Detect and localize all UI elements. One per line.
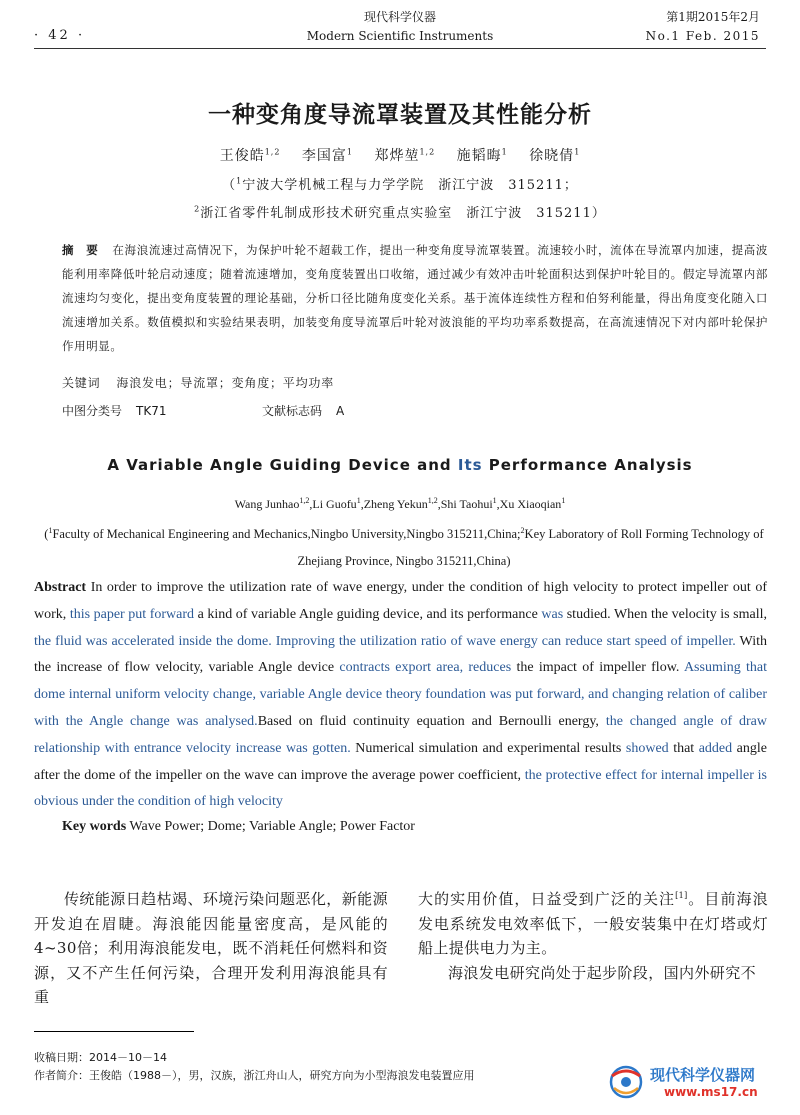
paper-title-cn: 一种变角度导流罩装置及其性能分析: [208, 101, 592, 128]
abstract-en-segment: a kind of variable Angle guiding device, and its performance: [194, 606, 542, 622]
author-cn: 王俊皓$^{1,2}$: [219, 147, 281, 164]
classification-row: [62, 402, 762, 419]
abstract-cn-text: 在海浪流速过高情况下，为保护叶轮不超载工作，提出一种变角度导流罩装置。流速较小时，流体在导流罩内加速，提高波能利用率降低叶轮启动速度；随着流速增加，变角度装置出口收缩，通过减少有效冲击叶轮面积达到保护叶轮目的。假定导流罩内部流速均匀变化，提出变角度装置的理论基础，分析口径比随角度变化关系。基于流体连续性方程和伯努利能量，得出角度变化随入口流速增加关系。数值模拟和实验结果表明，加装变角度导流罩后叶轮对波浪能的平均功率系数提高，在高流速情况下对内部叶轮保护作用明显。: [62, 243, 768, 353]
abstract-en-highlight: this paper put forward: [69, 606, 195, 622]
author-cn: 徐晓倩$^1$: [529, 147, 581, 164]
abstract-en: [34, 575, 767, 816]
abstract-en-highlight: was: [541, 606, 564, 622]
abstract-en-segment: With the increase of flow velocity, variable Angle device: [34, 633, 767, 676]
author-list-cn: [0, 145, 800, 165]
abstract-cn-label: 摘 要: [62, 243, 99, 257]
reference-marker[interactable]: [1]: [675, 891, 688, 900]
abstract-en-label: Abstract: [34, 580, 87, 595]
abstract-en-segment: studied. When the velocity is small,: [563, 606, 767, 622]
issue-cn: 第1期2015年2月: [666, 10, 760, 24]
affiliation-cn-2: $^2$浙江省零件轧制成形技术研究重点实验室 浙江宁波 315211）: [194, 204, 606, 221]
abstract-en-segment: the impact of impeller flow.: [511, 660, 684, 676]
footnote-rule: [34, 1031, 194, 1032]
abstract-en-segment: In order to improve the utilization rate of wave energy, under the condition of high velocity to protect impeller out of work,: [34, 580, 767, 622]
abstract-en-highlight: the protective effect for internal impeller is obvious under the condition of high velocity: [34, 767, 767, 810]
abstract-en-highlight: contracts export area, reduces: [339, 660, 512, 676]
author-cn: 施韬晦$^1$: [456, 147, 508, 164]
body-paragraph: 传统能源日趋枯竭、环境污染问题恶化，新能源开发迫在眉睫。海浪能因能量密度高，是风能的4~30倍；利用海浪能发电，既不消耗任何燃料和资源，又不产生任何污染，合理开发利用海浪能具有重: [34, 890, 388, 1006]
author-cn: 李国富$^1$: [301, 147, 353, 164]
abstract-en-highlight: added: [698, 740, 733, 756]
keywords-cn: 关键词 海浪发电；导流罩；变角度；平均功率: [62, 376, 335, 390]
clc-value: TK71: [136, 404, 167, 418]
doc-code-value: A: [336, 404, 345, 418]
page-number: · 42 ·: [34, 28, 86, 43]
body-column-left: [34, 887, 388, 1010]
body-paragraph: 大的实用价值，日益受到广泛的关注[1]。目前海浪发电系统发电效率低下，一般安装集中在灯塔或灯船上提供电力为主。: [418, 890, 768, 957]
globe-logo-icon: [606, 1062, 646, 1102]
affiliation-en: ($^1$Faculty of Mechanical Engineering and Mechanics,Ningbo University,Ningbo 315211,China;$^2$Key Laboratory of Roll Forming Technology of Zhejiang Province, Ningbo 315211,China): [44, 525, 764, 568]
issue-en: No.1 Feb. 2015: [645, 29, 760, 43]
author-bio: 作者简介：王俊皓（1988－），男，汉族，浙江舟山人，研究方向为小型海浪发电装置应用: [34, 1069, 475, 1082]
abstract-en-highlight: showed: [625, 740, 669, 756]
footnote: [34, 1049, 475, 1085]
paper-title-en: A Variable Angle Guiding Device and Its Performance Analysis: [107, 456, 693, 474]
author-cn: 郑烨堃$^{1,2}$: [374, 147, 436, 164]
watermark-logo: [606, 1060, 786, 1104]
abstract-en-highlight: the changed angle of draw relationship with entrance velocity increase was gotten.: [34, 713, 768, 756]
doc-code-label: 文献标志码: [262, 404, 323, 418]
watermark-name: 现代科学仪器网: [650, 1066, 756, 1084]
header-rule: [34, 48, 766, 49]
journal-name-cn: 现代科学仪器: [363, 10, 436, 24]
body-paragraph: 海浪发电研究尚处于起步阶段，国内外研究不: [448, 963, 757, 982]
abstract-en-segment: Based on fluid continuity equation and Bernoulli energy,: [257, 713, 606, 729]
journal-name: [250, 8, 550, 46]
abstract-en-text: [34, 580, 767, 809]
abstract-en-segment: angle after the dome of the impeller on the wave can improve the average power coefficient,: [34, 740, 767, 783]
abstract-cn: [62, 238, 768, 358]
keywords-en: Key words Wave Power; Dome; Variable Angle; Power Factor: [62, 819, 415, 834]
journal-name-en: Modern Scientific Instruments: [306, 29, 494, 43]
clc-label: 中图分类号: [62, 404, 123, 418]
abstract-en-segment: Numerical simulation and experimental results: [350, 740, 626, 756]
body-column-right: [418, 887, 768, 985]
affiliation-cn-1: （$^1$宁波大学机械工程与力学学院 浙江宁波 315211；: [222, 176, 578, 193]
abstract-en-highlight: Assuming that dome internal uniform velocity change, variable Angle device theory foundation was put forward, and changing relation of caliber with the Angle change was analysed.: [34, 660, 768, 729]
received-date: 收稿日期：2014－10－14: [34, 1051, 167, 1064]
abstract-en-highlight: the fluid was accelerated inside the dome. Improving the utilization ratio of wave energy can reduce start speed of impeller.: [34, 633, 736, 649]
abstract-en-segment: that: [668, 740, 699, 756]
author-list-en: Wang Junhao$^{1,2}$,Li Guofu$^1$,Zheng Yekun$^{1,2}$,Shi Taohui$^1$,Xu Xiaoqian$^1$: [234, 496, 566, 511]
issue-info: [646, 8, 760, 46]
watermark-url: www.ms17.cn: [664, 1085, 758, 1099]
